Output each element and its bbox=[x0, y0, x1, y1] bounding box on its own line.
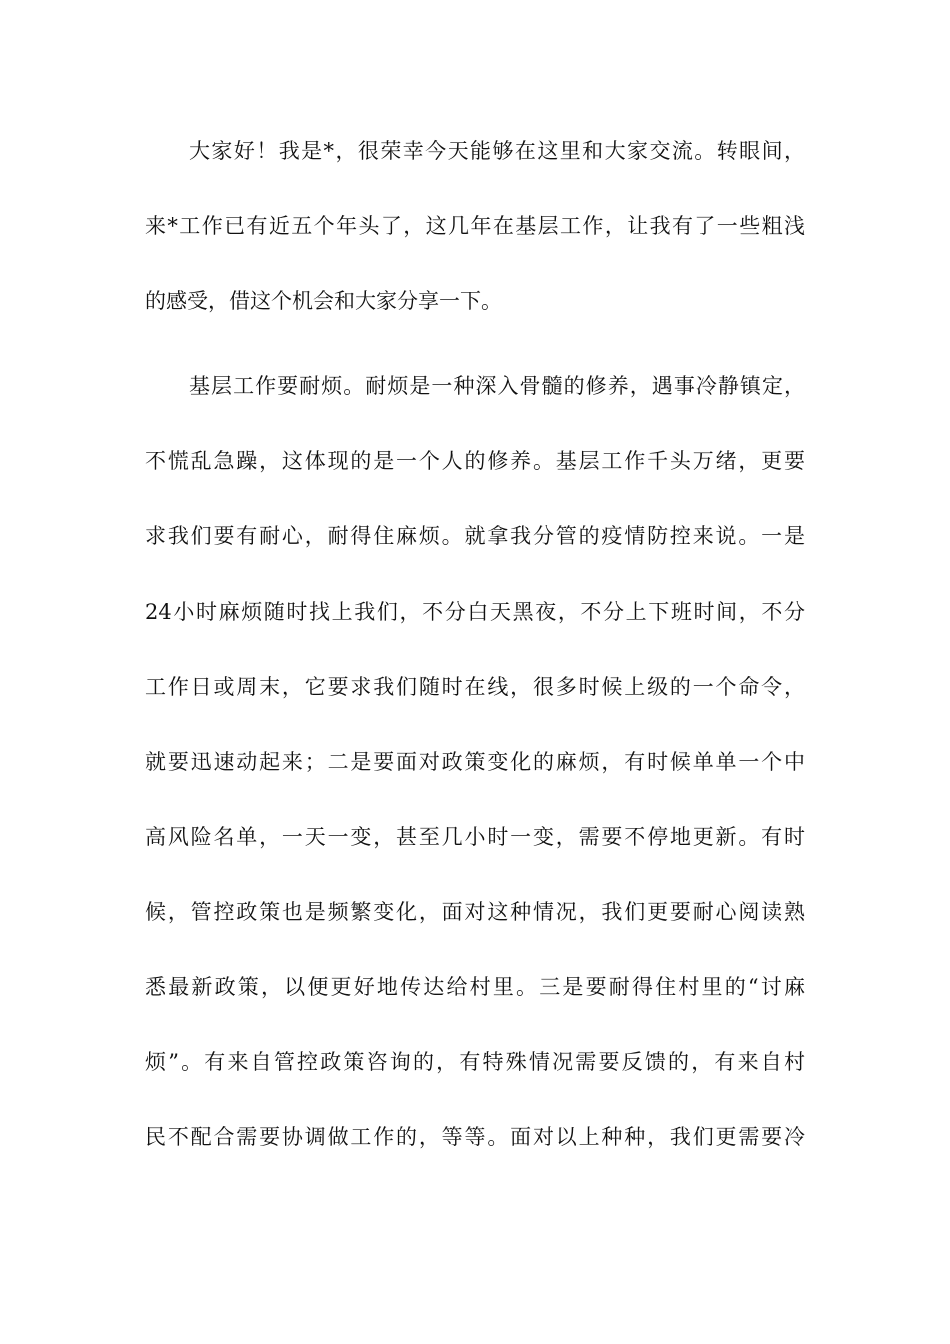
text-line: 民不配合需要协调做工作的，等等。面对以上种种，我们更需要冷 bbox=[145, 1125, 805, 1149]
text-line: 来*工作已有近五个年头了，这几年在基层工作，让我有了一些粗浅 bbox=[145, 214, 805, 238]
text-line: 24小时麻烦随时找上我们，不分白天黑夜，不分上下班时间，不分 bbox=[145, 600, 805, 624]
text-line: 烦”。有来自管控政策咨询的，有特殊情况需要反馈的，有来自村 bbox=[145, 1050, 805, 1074]
text-line: 工作日或周末，它要求我们随时在线，很多时候上级的一个命令， bbox=[145, 675, 805, 699]
text-line: 求我们要有耐心，耐得住麻烦。就拿我分管的疫情防控来说。一是 bbox=[145, 524, 805, 548]
text-line: 基层工作要耐烦。耐烦是一种深入骨髓的修养，遇事冷静镇定， bbox=[189, 374, 805, 398]
text-line: 不慌乱急躁，这体现的是一个人的修养。基层工作千头万绪，更要 bbox=[145, 449, 805, 473]
text-line: 就要迅速动起来；二是要面对政策变化的麻烦，有时候单单一个中 bbox=[145, 750, 805, 774]
text-line: 悉最新政策，以便更好地传达给村里。三是要耐得住村里的“讨麻 bbox=[145, 975, 805, 999]
text-line: 大家好！我是*，很荣幸今天能够在这里和大家交流。转眼间， bbox=[189, 139, 805, 163]
text-line: 候，管控政策也是频繁变化，面对这种情况，我们更要耐心阅读熟 bbox=[145, 900, 805, 924]
text-line: 的感受，借这个机会和大家分享一下。 bbox=[145, 289, 502, 313]
text-line: 高风险名单，一天一变，甚至几小时一变，需要不停地更新。有时 bbox=[145, 825, 805, 849]
